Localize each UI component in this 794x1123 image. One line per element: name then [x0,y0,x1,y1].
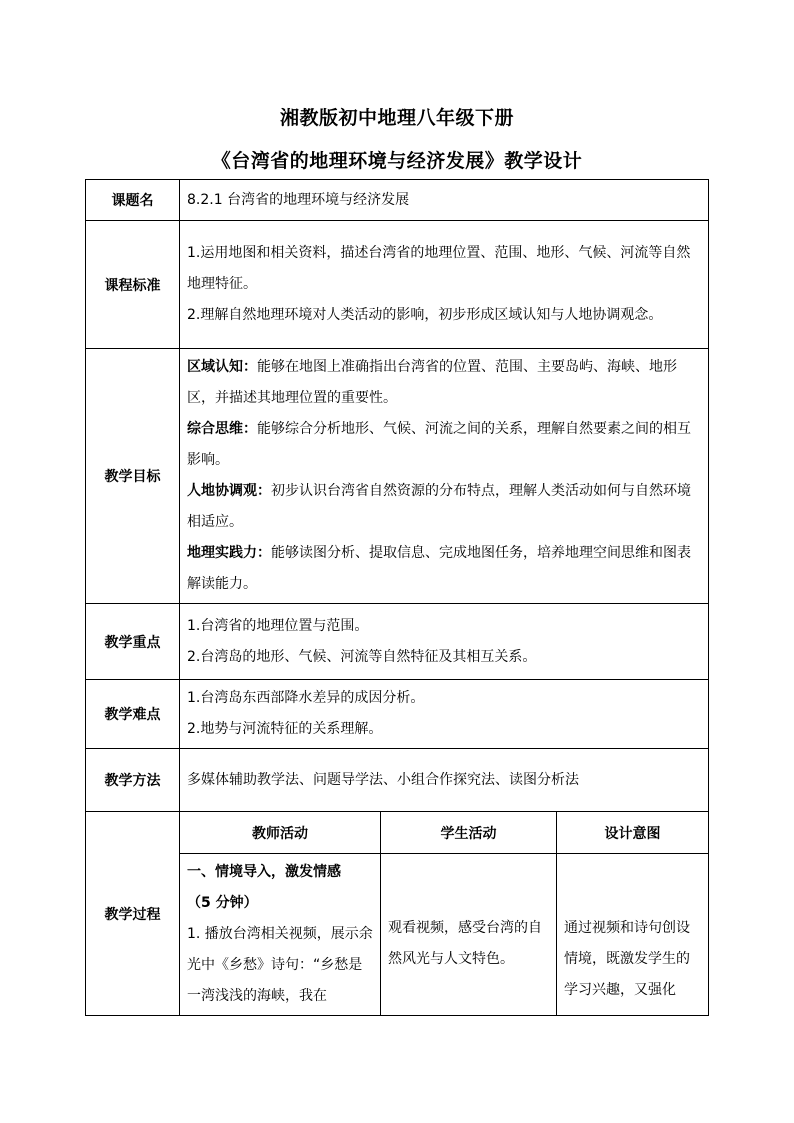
standard-line-1: 1.运用地图和相关资料，描述台湾省的地理位置、范围、地形、气候、河流等自然地理特征。 [187,245,691,292]
objective-key: 地理实践力： [187,545,271,561]
label-standard: 课程标准 [86,221,180,349]
teacher-activity [180,854,381,1016]
objective-item [187,538,703,600]
value-key-points [180,604,709,680]
teacher-section-time: （5 分钟） [187,895,258,911]
objective-item [187,476,703,538]
objective-item [187,352,703,414]
difficulty-line-1: 1.台湾岛东西部降水差异的成因分析。 [187,690,425,706]
lesson-plan-table [85,179,709,1016]
label-topic: 课题名 [86,180,180,221]
header-intent: 设计意图 [557,812,709,854]
label-difficulties: 教学难点 [86,680,180,749]
row-methods [86,749,709,812]
row-process-header [86,812,709,854]
value-objectives [180,349,709,604]
value-standard [180,221,709,349]
row-key-points [86,604,709,680]
row-topic [86,180,709,221]
student-activity-text: 观看视频，感受台湾的自然风光与人文特色。 [388,920,542,967]
objective-key: 区域认知： [187,359,257,375]
methods-text: 多媒体辅助教学法、问题导学法、小组合作探究法、读图分析法 [187,771,579,788]
key-point-line-2: 2.台湾岛的地形、气候、河流等自然特征及其相互关系。 [187,648,537,665]
objective-text: 能够综合分析地形、气候、河流之间的关系，理解自然要素之间的相互影响。 [187,421,691,468]
label-key-points: 教学重点 [86,604,180,680]
objective-text: 初步认识台湾省自然资源的分布特点，理解人类活动如何与自然环境相适应。 [187,483,691,530]
value-difficulties [180,680,709,749]
objective-item [187,414,703,476]
design-intent [557,854,709,1016]
objective-key: 人地协调观： [187,483,271,499]
header-teacher: 教师活动 [180,812,381,854]
teacher-activity-text: 1. 播放台湾相关视频，展示余光中《乡愁》诗句：“乡愁是一湾浅浅的海峡，我在 [187,926,373,1004]
header-student: 学生活动 [381,812,557,854]
objective-text: 能够在地图上准确指出台湾省的位置、范围、主要岛屿、海峡、地形区，并描述其地理位置的重要性。 [187,359,677,406]
standard-line-2: 2.理解自然地理环境对人类活动的影响，初步形成区域认知与人地协调观念。 [187,307,663,323]
difficulty-line-2: 2.地势与河流特征的关系理解。 [187,721,383,737]
doc-title-line2: 《台湾省的地理环境与经济发展》教学设计 [211,150,583,172]
label-process: 教学过程 [86,812,180,1016]
label-methods: 教学方法 [86,749,180,812]
value-topic [180,180,709,221]
objective-text: 能够读图分析、提取信息、完成地图任务，培养地理空间思维和图表解读能力。 [187,545,691,592]
row-standard [86,221,709,349]
objective-key: 综合思维： [187,421,257,437]
key-point-line-1: 1.台湾省的地理位置与范围。 [187,617,369,634]
student-activity [381,854,557,1016]
design-intent-text: 通过视频和诗句创设情境，既激发学生的学习兴趣，又强化 [564,920,690,998]
topic-text: 8.2.1 台湾省的地理环境与经济发展 [187,191,410,208]
row-objectives [86,349,709,604]
value-methods [180,749,709,812]
teacher-section-title: 一、情境导入，激发情感 [187,864,341,880]
doc-title-line1: 湘教版初中地理八年级下册 [279,107,514,129]
row-difficulties [86,680,709,749]
label-objectives: 教学目标 [86,349,180,604]
row-process-content [86,854,709,1016]
